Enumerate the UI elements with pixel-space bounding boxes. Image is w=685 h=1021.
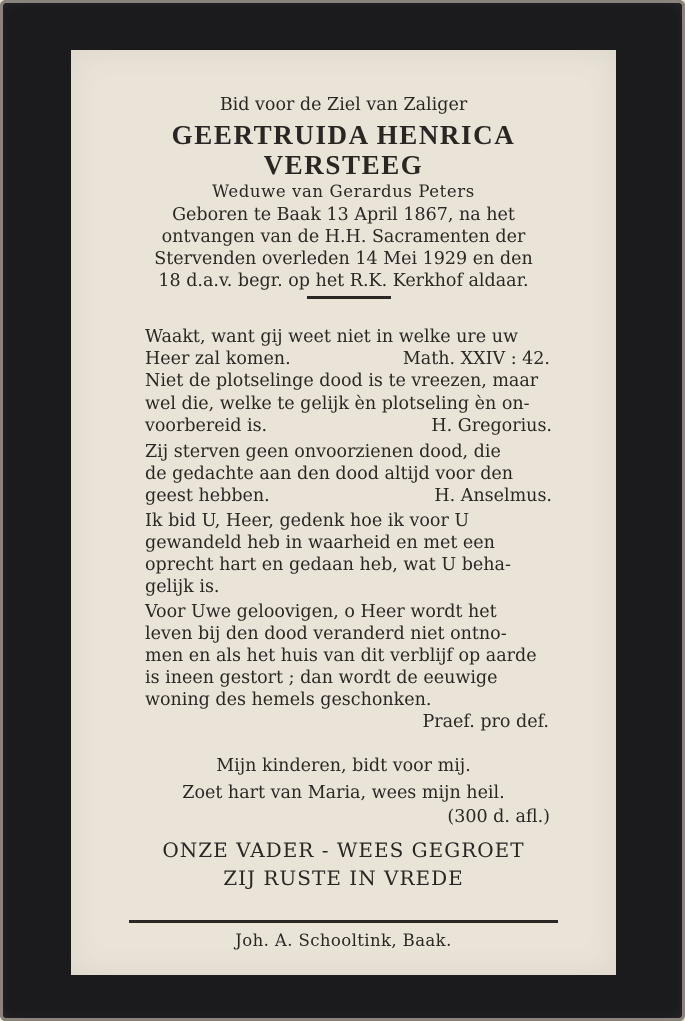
printer-line: Joh. A. Schooltink, Baak. bbox=[235, 931, 452, 950]
verse-line: de gedachte aan den dood altijd voor den bbox=[145, 464, 514, 484]
verse-line: Ik bid U, Heer, gedenk hoe ik voor U bbox=[145, 511, 470, 531]
verse-line: is ineen gestort ; dan wordt de eeuwige bbox=[145, 668, 498, 688]
verse-line: Niet de plotselinge dood is te vreezen, maar bbox=[145, 371, 539, 391]
children-line: Mijn kinderen, bidt voor mij. bbox=[216, 756, 471, 776]
verse-source: H. Anselmus. bbox=[434, 486, 552, 506]
name-line-1: GEERTRUIDA HENRICA bbox=[171, 120, 516, 150]
verse-line: wel die, welke te gelijk èn plotseling èn on- bbox=[145, 394, 530, 414]
verse-line bbox=[145, 349, 550, 369]
verse-line bbox=[145, 416, 552, 436]
verse-line: leven bij den dood veranderd niet ontno- bbox=[145, 624, 507, 644]
rest-line: ZIJ RUSTE IN VREDE bbox=[223, 866, 464, 890]
verse-line: oprecht hart en gedaan heb, wat U beha- bbox=[145, 555, 511, 575]
verse-line: Voor Uwe geloovigen, o Heer wordt het bbox=[145, 602, 497, 622]
verse-text: voorbereid is. bbox=[145, 416, 268, 436]
divider-short bbox=[307, 296, 391, 299]
verse-source: Praef. pro def. bbox=[422, 712, 549, 732]
verse-line: Waakt, want gij weet niet in welke ure uw bbox=[145, 327, 518, 347]
verse-source: H. Gregorius. bbox=[431, 416, 552, 436]
verse-line: Zij sterven geen onvoorzienen dood, die bbox=[145, 442, 501, 462]
verse-text: geest hebben. bbox=[145, 486, 270, 506]
verse-source: Math. XXIV : 42. bbox=[402, 349, 550, 369]
verse-line bbox=[145, 486, 552, 506]
text-panel bbox=[71, 50, 616, 975]
intro-line: Bid voor de Ziel van Zaliger bbox=[219, 95, 468, 115]
name-line-2: VERSTEEG bbox=[263, 150, 424, 180]
bio-line: 18 d.a.v. begr. op het R.K. Kerkhof aldaar. bbox=[158, 271, 529, 291]
prayer-line: ONZE VADER - WEES GEGROET bbox=[162, 838, 525, 862]
verse-line: gewandeld heb in waarheid en met een bbox=[145, 533, 495, 553]
divider-long bbox=[129, 920, 558, 923]
heart-line: Zoet hart van Maria, wees mijn heil. bbox=[182, 783, 505, 803]
widow-line: Weduwe van Gerardus Peters bbox=[212, 182, 475, 201]
verse-line: woning des hemels geschonken. bbox=[145, 690, 432, 710]
bio-line: Stervenden overleden 14 Mei 1929 en den bbox=[154, 249, 533, 269]
verse-line: gelijk is. bbox=[145, 577, 220, 597]
indulgence-line: (300 d. afl.) bbox=[447, 807, 550, 827]
verse-line: men en als het huis van dit verblijf op aarde bbox=[145, 646, 537, 666]
bio-line: Geboren te Baak 13 April 1867, na het bbox=[172, 205, 515, 225]
bio-line: ontvangen van de H.H. Sacramenten der bbox=[161, 227, 526, 247]
verse-text: Heer zal komen. bbox=[145, 349, 291, 369]
